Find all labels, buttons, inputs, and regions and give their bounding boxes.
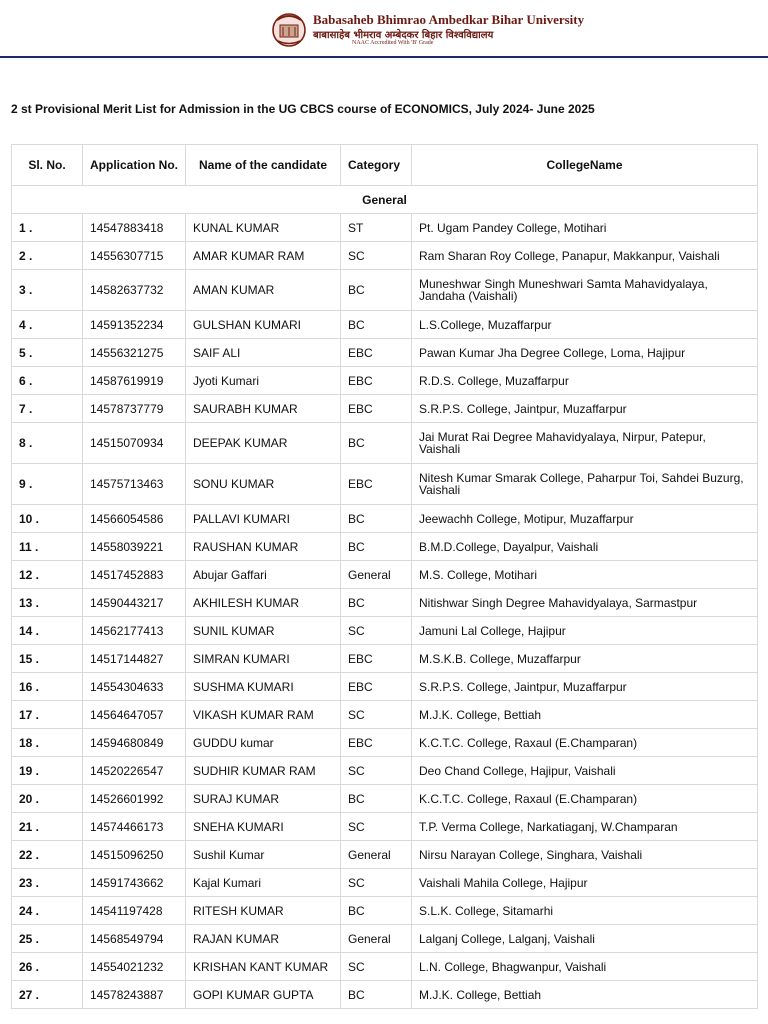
category-cell: SC <box>341 953 412 981</box>
sl-no-cell: 17 . <box>12 701 83 729</box>
candidate-name-cell: GOPI KUMAR GUPTA <box>186 981 341 1009</box>
table-row <box>12 270 758 311</box>
table-row <box>12 673 758 701</box>
sl-no-cell: 8 . <box>12 423 83 464</box>
sl-no-cell: 12 . <box>12 561 83 589</box>
candidate-name-cell: SUNIL KUMAR <box>186 617 341 645</box>
college-name-cell: Jeewachh College, Motipur, Muzaffarpur <box>412 505 758 533</box>
candidate-name-cell: SUDHIR KUMAR RAM <box>186 757 341 785</box>
candidate-name-cell: Kajal Kumari <box>186 869 341 897</box>
candidate-name-cell: RAUSHAN KUMAR <box>186 533 341 561</box>
candidate-name-cell: AMAN KUMAR <box>186 270 341 311</box>
table-row <box>12 897 758 925</box>
sl-no-cell: 13 . <box>12 589 83 617</box>
candidate-name-cell: VIKASH KUMAR RAM <box>186 701 341 729</box>
college-name-cell: Nitishwar Singh Degree Mahavidyalaya, Sarmastpur <box>412 589 758 617</box>
category-cell: General <box>341 925 412 953</box>
college-name-cell: L.S.College, Muzaffarpur <box>412 311 758 339</box>
application-no-cell: 14591743662 <box>83 869 186 897</box>
application-no-cell: 14575713463 <box>83 464 186 505</box>
merit-list-table <box>11 144 758 1009</box>
category-cell: SC <box>341 869 412 897</box>
candidate-name-cell: RAJAN KUMAR <box>186 925 341 953</box>
college-name-cell: T.P. Verma College, Narkatiaganj, W.Champaran <box>412 813 758 841</box>
category-cell: BC <box>341 785 412 813</box>
candidate-name-cell: AMAR KUMAR RAM <box>186 242 341 270</box>
college-name-cell: Lalganj College, Lalganj, Vaishali <box>412 925 758 953</box>
candidate-name-cell: DEEPAK KUMAR <box>186 423 341 464</box>
sl-no-cell: 5 . <box>12 339 83 367</box>
candidate-name-cell: Sushil Kumar <box>186 841 341 869</box>
college-name-cell: Pawan Kumar Jha Degree College, Loma, Hajipur <box>412 339 758 367</box>
header-divider <box>0 56 768 58</box>
sl-no-cell: 22 . <box>12 841 83 869</box>
table-row <box>12 214 758 242</box>
sl-no-cell: 23 . <box>12 869 83 897</box>
candidate-name-cell: SURAJ KUMAR <box>186 785 341 813</box>
table-body <box>12 186 758 1009</box>
application-no-cell: 14587619919 <box>83 367 186 395</box>
college-name-cell: M.S.K.B. College, Muzaffarpur <box>412 645 758 673</box>
application-no-cell: 14594680849 <box>83 729 186 757</box>
college-name-cell: M.S. College, Motihari <box>412 561 758 589</box>
table-row <box>12 729 758 757</box>
application-no-cell: 14517452883 <box>83 561 186 589</box>
sl-no-cell: 25 . <box>12 925 83 953</box>
category-cell: EBC <box>341 395 412 423</box>
category-cell: EBC <box>341 464 412 505</box>
sl-no-cell: 4 . <box>12 311 83 339</box>
application-no-cell: 14515096250 <box>83 841 186 869</box>
candidate-name-cell: SONU KUMAR <box>186 464 341 505</box>
college-name-cell: Ram Sharan Roy College, Panapur, Makkanpur, Vaishali <box>412 242 758 270</box>
candidate-name-cell: SAIF ALI <box>186 339 341 367</box>
application-no-cell: 14517144827 <box>83 645 186 673</box>
category-cell: EBC <box>341 729 412 757</box>
candidate-name-cell: SIMRAN KUMARI <box>186 645 341 673</box>
table-row <box>12 813 758 841</box>
sl-no-cell: 3 . <box>12 270 83 311</box>
university-name-english: Babasaheb Bhimrao Ambedkar Bihar University <box>313 12 585 27</box>
application-no-cell: 14562177413 <box>83 617 186 645</box>
application-no-cell: 14578243887 <box>83 981 186 1009</box>
table-row <box>12 464 758 505</box>
application-no-cell: 14554021232 <box>83 953 186 981</box>
table-row <box>12 589 758 617</box>
table-row <box>12 869 758 897</box>
application-no-cell: 14568549794 <box>83 925 186 953</box>
college-name-cell: S.R.P.S. College, Jaintpur, Muzaffarpur <box>412 673 758 701</box>
college-name-cell: R.D.S. College, Muzaffarpur <box>412 367 758 395</box>
college-name-cell: M.J.K. College, Bettiah <box>412 701 758 729</box>
candidate-name-cell: GUDDU kumar <box>186 729 341 757</box>
application-no-cell: 14582637732 <box>83 270 186 311</box>
table-row <box>12 617 758 645</box>
col-header-sl-no: Sl. No. <box>12 145 83 186</box>
category-cell: SC <box>341 701 412 729</box>
category-cell: General <box>341 561 412 589</box>
sl-no-cell: 6 . <box>12 367 83 395</box>
application-no-cell: 14578737779 <box>83 395 186 423</box>
sl-no-cell: 7 . <box>12 395 83 423</box>
candidate-name-cell: RITESH KUMAR <box>186 897 341 925</box>
sl-no-cell: 26 . <box>12 953 83 981</box>
application-no-cell: 14556307715 <box>83 242 186 270</box>
application-no-cell: 14558039221 <box>83 533 186 561</box>
category-cell: BC <box>341 981 412 1009</box>
table-row <box>12 423 758 464</box>
candidate-name-cell: KUNAL KUMAR <box>186 214 341 242</box>
category-cell: EBC <box>341 339 412 367</box>
category-cell: ST <box>341 214 412 242</box>
application-no-cell: 14591352234 <box>83 311 186 339</box>
candidate-name-cell: SNEHA KUMARI <box>186 813 341 841</box>
college-name-cell: Nirsu Narayan College, Singhara, Vaishali <box>412 841 758 869</box>
category-cell: EBC <box>341 645 412 673</box>
category-cell: BC <box>341 270 412 311</box>
category-cell: General <box>341 841 412 869</box>
application-no-cell: 14556321275 <box>83 339 186 367</box>
university-name-hindi: बाबासाहेब भीमराव अम्बेदकर बिहार विश्वविद्यालय <box>313 30 494 41</box>
application-no-cell: 14574466173 <box>83 813 186 841</box>
application-no-cell: 14515070934 <box>83 423 186 464</box>
application-no-cell: 14564647057 <box>83 701 186 729</box>
sl-no-cell: 15 . <box>12 645 83 673</box>
candidate-name-cell: Abujar Gaffari <box>186 561 341 589</box>
college-name-cell: S.R.P.S. College, Jaintpur, Muzaffarpur <box>412 395 758 423</box>
category-cell: SC <box>341 242 412 270</box>
col-header-category: Category <box>341 145 412 186</box>
table-row <box>12 925 758 953</box>
candidate-name-cell: Jyoti Kumari <box>186 367 341 395</box>
candidate-name-cell: SUSHMA KUMARI <box>186 673 341 701</box>
category-cell: BC <box>341 897 412 925</box>
sl-no-cell: 18 . <box>12 729 83 757</box>
table-row <box>12 701 758 729</box>
category-cell: BC <box>341 311 412 339</box>
table-row <box>12 395 758 423</box>
table-row <box>12 505 758 533</box>
college-name-cell: Nitesh Kumar Smarak College, Paharpur Toi, Sahdei Buzurg, Vaishali <box>412 464 758 505</box>
sl-no-cell: 1 . <box>12 214 83 242</box>
category-cell: BC <box>341 423 412 464</box>
sl-no-cell: 9 . <box>12 464 83 505</box>
candidate-name-cell: KRISHAN KANT KUMAR <box>186 953 341 981</box>
college-name-cell: K.C.T.C. College, Raxaul (E.Champaran) <box>412 785 758 813</box>
sl-no-cell: 19 . <box>12 757 83 785</box>
group-label: General <box>12 186 758 214</box>
category-cell: SC <box>341 757 412 785</box>
col-header-college: CollegeName <box>412 145 758 186</box>
category-cell: SC <box>341 617 412 645</box>
application-no-cell: 14554304633 <box>83 673 186 701</box>
college-name-cell: Deo Chand College, Hajipur, Vaishali <box>412 757 758 785</box>
table-row <box>12 242 758 270</box>
category-cell: SC <box>341 813 412 841</box>
table-row <box>12 561 758 589</box>
application-no-cell: 14520226547 <box>83 757 186 785</box>
col-header-name: Name of the candidate <box>186 145 341 186</box>
application-no-cell: 14590443217 <box>83 589 186 617</box>
candidate-name-cell: AKHILESH KUMAR <box>186 589 341 617</box>
college-name-cell: Vaishali Mahila College, Hajipur <box>412 869 758 897</box>
college-name-cell: M.J.K. College, Bettiah <box>412 981 758 1009</box>
table-row <box>12 981 758 1009</box>
group-row-general <box>12 186 758 214</box>
category-cell: BC <box>341 505 412 533</box>
candidate-name-cell: SAURABH KUMAR <box>186 395 341 423</box>
col-header-application-no: Application No. <box>83 145 186 186</box>
application-no-cell: 14526601992 <box>83 785 186 813</box>
college-name-cell: Jai Murat Rai Degree Mahavidyalaya, Nirpur, Patepur, Vaishali <box>412 423 758 464</box>
table-row <box>12 953 758 981</box>
candidate-name-cell: PALLAVI KUMARI <box>186 505 341 533</box>
sl-no-cell: 16 . <box>12 673 83 701</box>
table-row <box>12 645 758 673</box>
sl-no-cell: 2 . <box>12 242 83 270</box>
application-no-cell: 14566054586 <box>83 505 186 533</box>
accreditation-text: NAAC Accredited With 'B' Grade <box>352 40 434 46</box>
college-name-cell: Pt. Ugam Pandey College, Motihari <box>412 214 758 242</box>
college-name-cell: S.L.K. College, Sitamarhi <box>412 897 758 925</box>
candidate-name-cell: GULSHAN KUMARI <box>186 311 341 339</box>
table-row <box>12 785 758 813</box>
table-row <box>12 311 758 339</box>
college-name-cell: L.N. College, Bhagwanpur, Vaishali <box>412 953 758 981</box>
college-name-cell: K.C.T.C. College, Raxaul (E.Champaran) <box>412 729 758 757</box>
table-row <box>12 757 758 785</box>
sl-no-cell: 11 . <box>12 533 83 561</box>
page-title: 2 st Provisional Merit List for Admission in the UG CBCS course of ECONOMICS, July 2024- June 2025 <box>11 102 595 116</box>
application-no-cell: 14547883418 <box>83 214 186 242</box>
table-row <box>12 841 758 869</box>
college-name-cell: Muneshwar Singh Muneshwari Samta Mahavidyalaya, Jandaha (Vaishali) <box>412 270 758 311</box>
category-cell: EBC <box>341 367 412 395</box>
page-header <box>0 0 768 60</box>
college-name-cell: Jamuni Lal College, Hajipur <box>412 617 758 645</box>
category-cell: EBC <box>341 673 412 701</box>
sl-no-cell: 10 . <box>12 505 83 533</box>
sl-no-cell: 27 . <box>12 981 83 1009</box>
table-row <box>12 533 758 561</box>
table-row <box>12 367 758 395</box>
sl-no-cell: 24 . <box>12 897 83 925</box>
category-cell: BC <box>341 589 412 617</box>
university-logo <box>269 11 309 47</box>
table-row <box>12 339 758 367</box>
sl-no-cell: 14 . <box>12 617 83 645</box>
sl-no-cell: 20 . <box>12 785 83 813</box>
table-header-row <box>12 145 758 186</box>
college-name-cell: B.M.D.College, Dayalpur, Vaishali <box>412 533 758 561</box>
sl-no-cell: 21 . <box>12 813 83 841</box>
application-no-cell: 14541197428 <box>83 897 186 925</box>
category-cell: BC <box>341 533 412 561</box>
